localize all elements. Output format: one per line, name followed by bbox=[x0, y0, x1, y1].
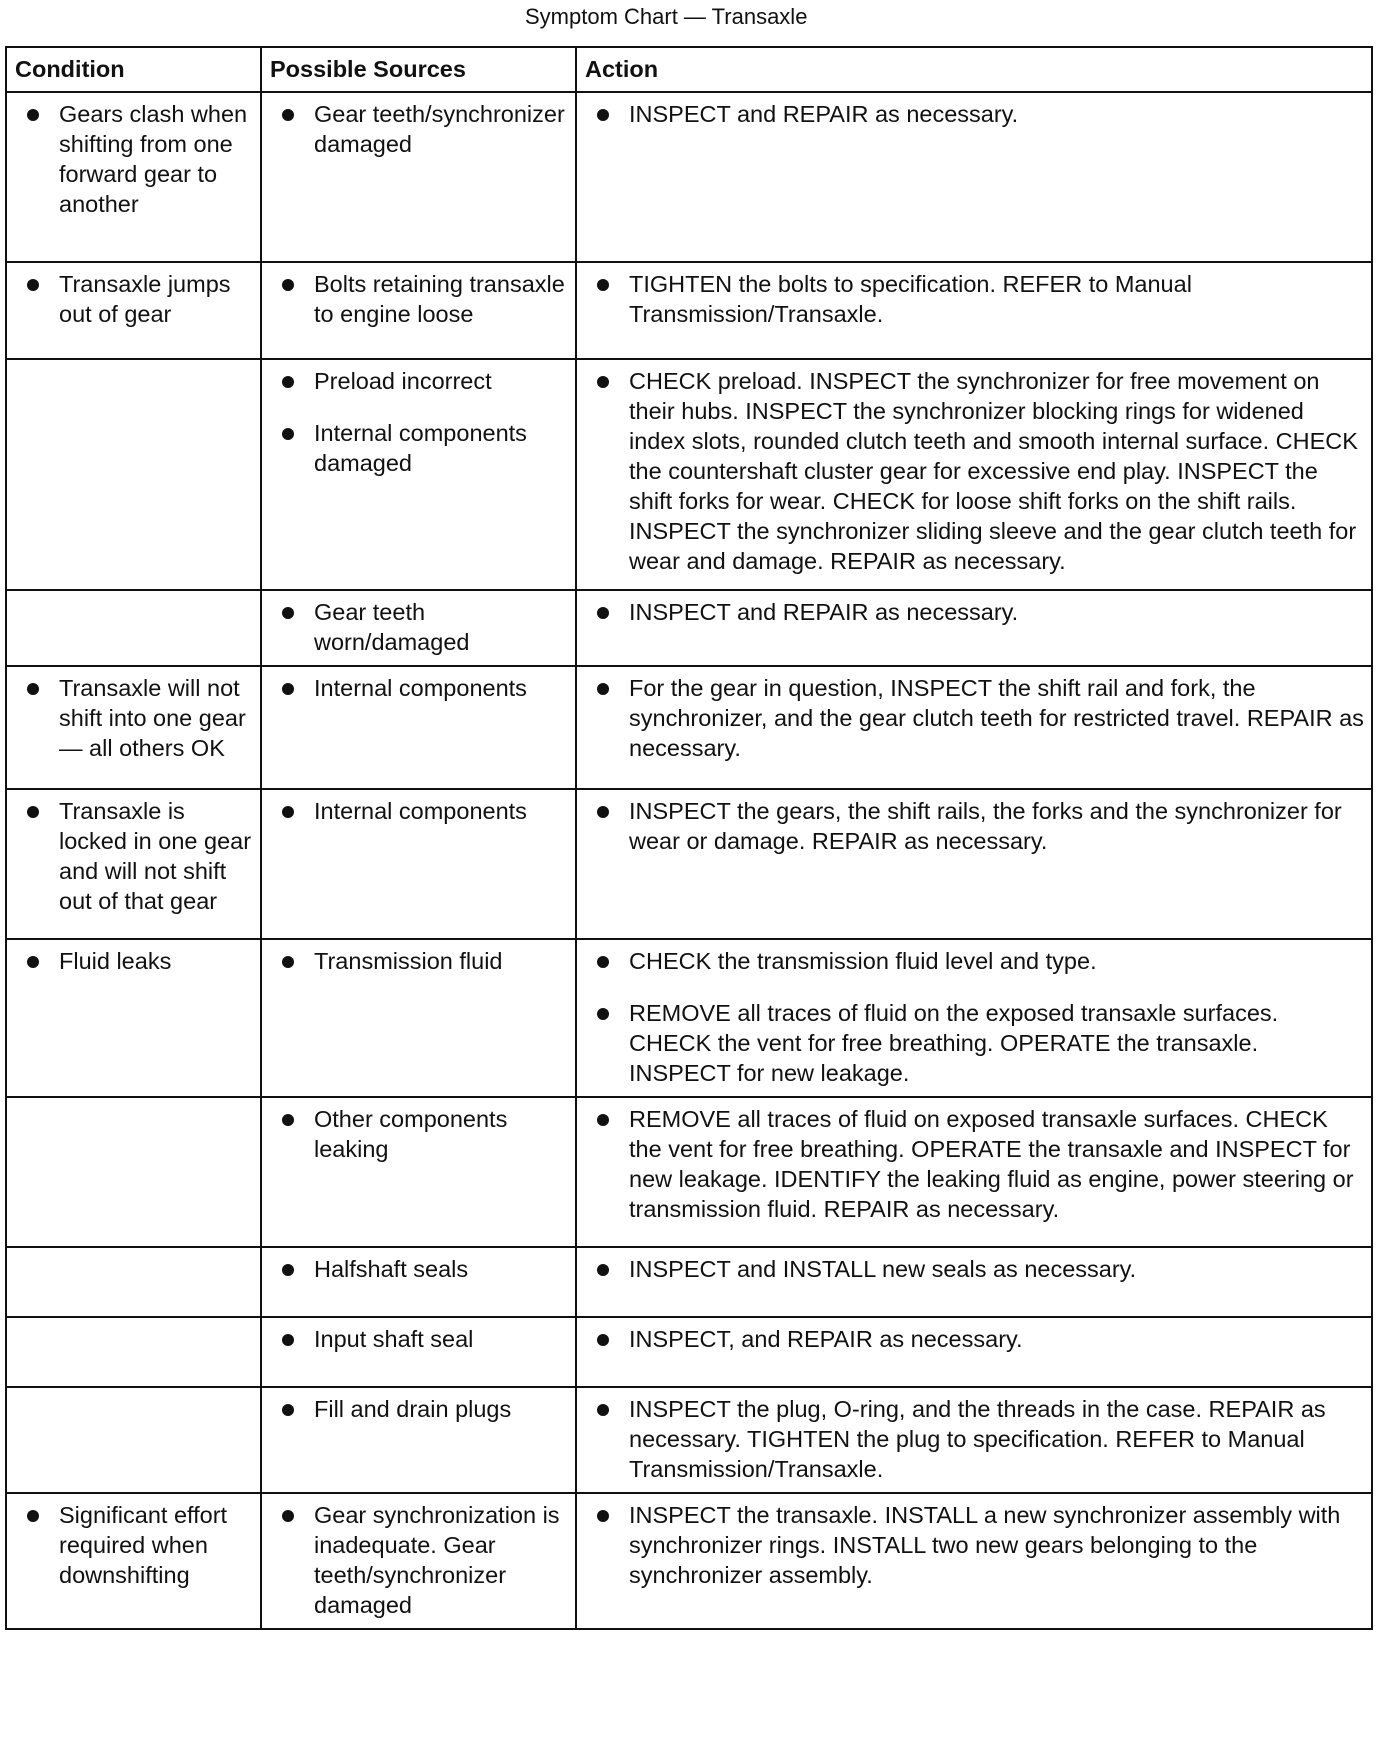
bullet-dot-icon bbox=[282, 1264, 294, 1276]
condition-cell bbox=[6, 1247, 261, 1317]
bullet-item bbox=[7, 940, 260, 984]
header-possible-sources: Possible Sources bbox=[261, 47, 576, 92]
sources-text: Input shaft seal bbox=[314, 1326, 474, 1352]
bullet-item bbox=[577, 667, 1371, 771]
sources-cell bbox=[261, 666, 576, 789]
bullet-dot-icon bbox=[597, 683, 609, 695]
action-text: INSPECT and REPAIR as necessary. bbox=[629, 101, 1019, 127]
bullet-dot-icon bbox=[282, 607, 294, 619]
action-text: CHECK the transmission fluid level and type. bbox=[629, 948, 1097, 974]
sources-cell bbox=[261, 1097, 576, 1247]
action-cell bbox=[576, 666, 1372, 789]
bullet-dot-icon bbox=[597, 1264, 609, 1276]
bullet-dot-icon bbox=[27, 279, 39, 291]
action-text: INSPECT, and REPAIR as necessary. bbox=[629, 1326, 1023, 1352]
bullet-dot-icon bbox=[282, 279, 294, 291]
action-text: INSPECT and INSTALL new seals as necessary. bbox=[629, 1256, 1137, 1282]
page-title: Symptom Chart — Transaxle bbox=[525, 4, 808, 29]
bullet-dot-icon bbox=[27, 1510, 39, 1522]
action-text: INSPECT the plug, O-ring, and the threads in the case. REPAIR as necessary. TIGHTEN the plug to specification. REFER to Manual Transmission/Transaxle. bbox=[629, 1396, 1326, 1482]
table-row bbox=[6, 1317, 1372, 1387]
bullet-dot-icon bbox=[282, 1334, 294, 1346]
table-row bbox=[6, 262, 1372, 359]
bullet-dot-icon bbox=[282, 428, 294, 440]
bullet-dot-icon bbox=[282, 376, 294, 388]
action-cell bbox=[576, 939, 1372, 1097]
condition-cell bbox=[6, 1317, 261, 1387]
bullet-dot-icon bbox=[597, 376, 609, 388]
header-action: Action bbox=[576, 47, 1372, 92]
bullet-dot-icon bbox=[597, 1008, 609, 1020]
bullet-item bbox=[262, 591, 575, 665]
bullet-item bbox=[262, 1318, 575, 1362]
sources-cell bbox=[261, 92, 576, 262]
bullet-item bbox=[262, 1098, 575, 1172]
bullet-item bbox=[7, 667, 260, 771]
sources-text: Gear teeth/synchronizer damaged bbox=[314, 101, 565, 157]
bullet-dot-icon bbox=[597, 1404, 609, 1416]
condition-text: Gears clash when shifting from one forward gear to another bbox=[59, 101, 248, 217]
bullet-item bbox=[577, 1388, 1371, 1492]
action-cell bbox=[576, 1493, 1372, 1629]
sources-text: Transmission fluid bbox=[314, 948, 503, 974]
condition-cell bbox=[6, 939, 261, 1097]
condition-cell bbox=[6, 666, 261, 789]
condition-text: Transaxle jumps out of gear bbox=[59, 271, 231, 327]
bullet-dot-icon bbox=[282, 683, 294, 695]
bullet-dot-icon bbox=[597, 1114, 609, 1126]
table-row bbox=[6, 359, 1372, 590]
action-text: CHECK preload. INSPECT the synchronizer for free movement on their hubs. INSPECT the synchronizer blocking rings for widened index slots, rounded clutch teeth and smooth internal surface. CHECK the countershaft cluster gear for excessive end play. INSPECT the shift forks for wear. CHECK for loose shift forks on the shift rails. INSPECT the synchronizer sliding sleeve and the gear clutch teeth for wear and damage. REPAIR as necessary. bbox=[629, 368, 1358, 574]
bullet-item bbox=[262, 940, 575, 984]
sources-text: Gear synchronization is inadequate. Gear teeth/synchronizer damaged bbox=[314, 1502, 560, 1618]
sources-cell bbox=[261, 939, 576, 1097]
bullet-dot-icon bbox=[27, 683, 39, 695]
sources-text: Internal components damaged bbox=[314, 420, 527, 476]
sources-cell bbox=[261, 590, 576, 666]
header-condition: Condition bbox=[6, 47, 261, 92]
bullet-item bbox=[262, 1248, 575, 1292]
bullet-dot-icon bbox=[597, 1510, 609, 1522]
action-cell bbox=[576, 1247, 1372, 1317]
condition-cell bbox=[6, 92, 261, 262]
action-text: REMOVE all traces of fluid on the exposed transaxle surfaces. CHECK the vent for free breathing. OPERATE the transaxle. INSPECT for new leakage. bbox=[629, 1000, 1279, 1086]
action-text: INSPECT and REPAIR as necessary. bbox=[629, 599, 1019, 625]
header-row bbox=[6, 47, 1372, 92]
bullet-dot-icon bbox=[27, 109, 39, 121]
table-row bbox=[6, 590, 1372, 666]
bullet-dot-icon bbox=[27, 956, 39, 968]
bullet-item bbox=[262, 360, 575, 404]
table-row bbox=[6, 1493, 1372, 1629]
sources-text: Internal components bbox=[314, 798, 527, 824]
sources-cell bbox=[261, 1387, 576, 1493]
action-cell bbox=[576, 590, 1372, 666]
table-row bbox=[6, 1247, 1372, 1317]
bullet-item bbox=[262, 263, 575, 337]
bullet-item bbox=[262, 790, 575, 834]
action-cell bbox=[576, 92, 1372, 262]
bullet-item bbox=[577, 940, 1371, 984]
action-cell bbox=[576, 262, 1372, 359]
action-cell bbox=[576, 1097, 1372, 1247]
bullet-dot-icon bbox=[597, 279, 609, 291]
bullet-dot-icon bbox=[597, 1334, 609, 1346]
sources-cell bbox=[261, 1247, 576, 1317]
bullet-item bbox=[577, 984, 1371, 1096]
bullet-dot-icon bbox=[597, 109, 609, 121]
table-row bbox=[6, 1097, 1372, 1247]
bullet-dot-icon bbox=[282, 1114, 294, 1126]
sources-cell bbox=[261, 1493, 576, 1629]
bullet-item bbox=[7, 790, 260, 924]
condition-cell bbox=[6, 1387, 261, 1493]
sources-text: Fill and drain plugs bbox=[314, 1396, 512, 1422]
condition-text: Fluid leaks bbox=[59, 948, 172, 974]
bullet-item bbox=[7, 1494, 260, 1598]
sources-cell bbox=[261, 262, 576, 359]
condition-cell bbox=[6, 359, 261, 590]
bullet-item bbox=[262, 404, 575, 486]
bullet-dot-icon bbox=[282, 1404, 294, 1416]
table-body bbox=[6, 92, 1372, 1629]
bullet-dot-icon bbox=[282, 1510, 294, 1522]
sources-cell bbox=[261, 789, 576, 939]
bullet-dot-icon bbox=[282, 109, 294, 121]
bullet-item bbox=[262, 1388, 575, 1432]
bullet-dot-icon bbox=[597, 956, 609, 968]
bullet-item bbox=[577, 1494, 1371, 1598]
sources-text: Halfshaft seals bbox=[314, 1256, 469, 1282]
bullet-item bbox=[577, 1318, 1371, 1362]
bullet-item bbox=[577, 591, 1371, 635]
sources-text: Gear teeth worn/damaged bbox=[314, 599, 470, 655]
bullet-item bbox=[577, 790, 1371, 864]
condition-text: Transaxle will not shift into one gear— all others OK bbox=[59, 675, 246, 761]
bullet-item bbox=[262, 1494, 575, 1628]
sources-cell bbox=[261, 1317, 576, 1387]
condition-text: Significant effort required when downshifting bbox=[59, 1502, 228, 1588]
bullet-item bbox=[577, 263, 1371, 337]
condition-cell bbox=[6, 262, 261, 359]
bullet-item bbox=[577, 1098, 1371, 1232]
action-cell bbox=[576, 789, 1372, 939]
condition-cell bbox=[6, 590, 261, 666]
table-row bbox=[6, 92, 1372, 262]
action-cell bbox=[576, 1317, 1372, 1387]
sources-text: Preload incorrect bbox=[314, 368, 492, 394]
symptom-table bbox=[5, 46, 1373, 1630]
sources-text: Other components leaking bbox=[314, 1106, 508, 1162]
condition-cell bbox=[6, 1097, 261, 1247]
bullet-dot-icon bbox=[282, 806, 294, 818]
bullet-item bbox=[7, 263, 260, 337]
action-cell bbox=[576, 359, 1372, 590]
bullet-dot-icon bbox=[597, 806, 609, 818]
action-text: For the gear in question, INSPECT the shift rail and fork, the synchronizer, and the gear clutch teeth for restricted travel. REPAIR as necessary. bbox=[629, 675, 1364, 761]
condition-text: Transaxle is locked in one gear and will not shift out of that gear bbox=[59, 798, 252, 914]
action-text: INSPECT the transaxle. INSTALL a new synchronizer assembly with synchronizer rings. INSTALL two new gears belonging to the synchronizer assembly. bbox=[629, 1502, 1341, 1588]
bullet-item bbox=[262, 667, 575, 711]
bullet-dot-icon bbox=[27, 806, 39, 818]
action-text: REMOVE all traces of fluid on exposed transaxle surfaces. CHECK the vent for free breathing. OPERATE the transaxle and INSPECT for new leakage. IDENTIFY the leaking fluid as engine, power steering or transmission fluid. REPAIR as necessary. bbox=[629, 1106, 1354, 1222]
table-row bbox=[6, 939, 1372, 1097]
bullet-dot-icon bbox=[597, 607, 609, 619]
table-row bbox=[6, 1387, 1372, 1493]
sources-text: Internal components bbox=[314, 675, 527, 701]
bullet-item bbox=[577, 93, 1371, 137]
table-row bbox=[6, 666, 1372, 789]
bullet-item bbox=[577, 1248, 1371, 1292]
bullet-item bbox=[7, 93, 260, 227]
sources-cell bbox=[261, 359, 576, 590]
bullet-item bbox=[262, 93, 575, 167]
action-cell bbox=[576, 1387, 1372, 1493]
sources-text: Bolts retaining transaxle to engine loose bbox=[314, 271, 565, 327]
condition-cell bbox=[6, 789, 261, 939]
condition-cell bbox=[6, 1493, 261, 1629]
table-row bbox=[6, 789, 1372, 939]
bullet-item bbox=[577, 360, 1371, 584]
action-text: INSPECT the gears, the shift rails, the forks and the synchronizer for wear or damage. REPAIR as necessary. bbox=[629, 798, 1342, 854]
action-text: TIGHTEN the bolts to specification. REFER to Manual Transmission/Transaxle. bbox=[629, 271, 1192, 327]
bullet-dot-icon bbox=[282, 956, 294, 968]
